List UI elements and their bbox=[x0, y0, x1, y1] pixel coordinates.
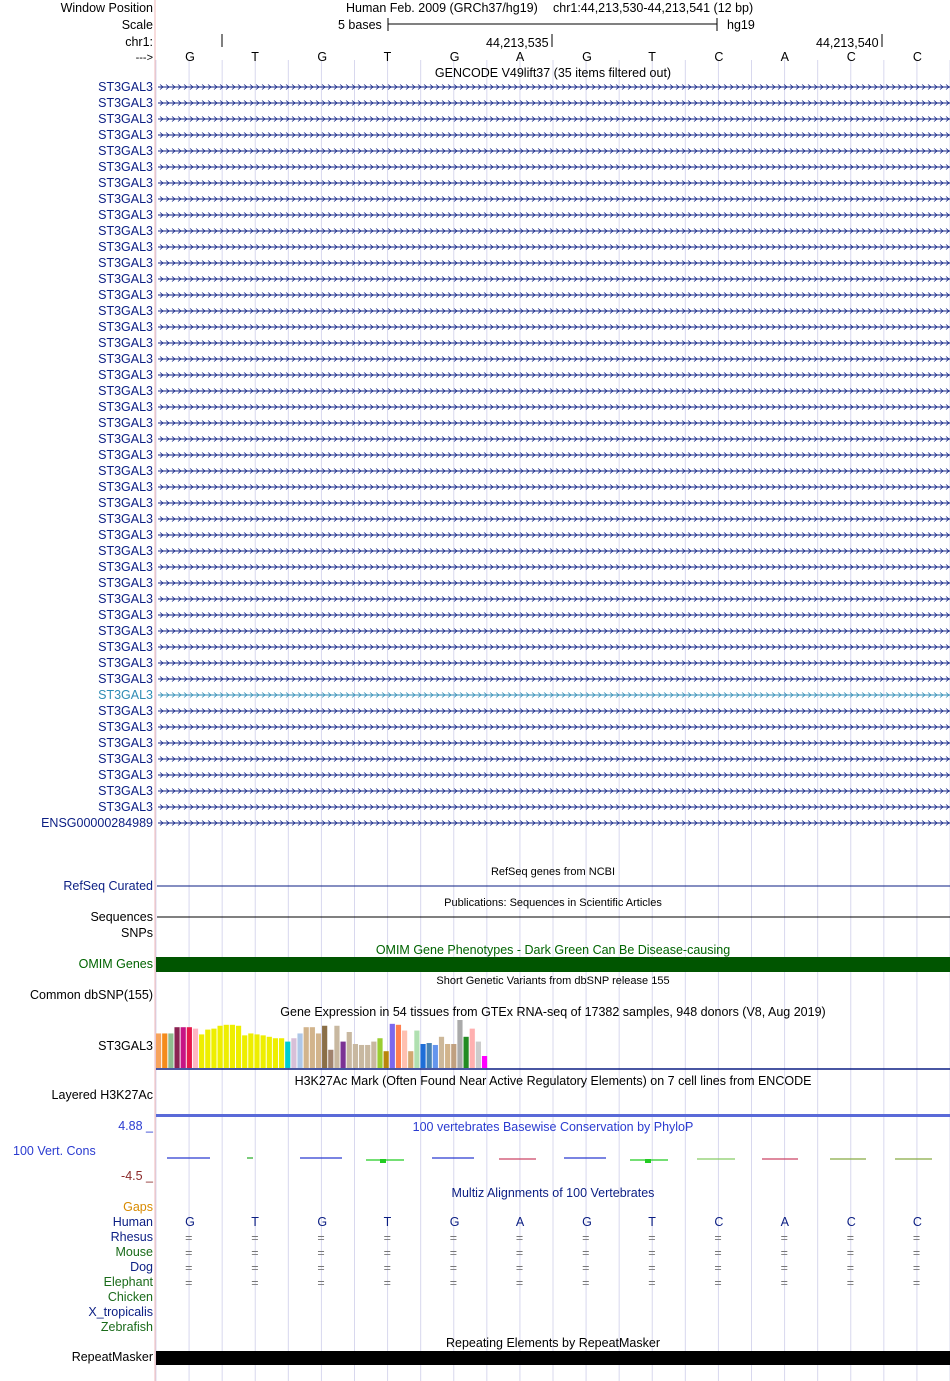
gtex-bar bbox=[285, 1042, 290, 1068]
aligned-base: = bbox=[515, 1246, 524, 1260]
refseq-title[interactable]: RefSeq genes from NCBI bbox=[490, 866, 616, 878]
gene-label[interactable]: ST3GAL3 bbox=[98, 400, 153, 414]
aligned-base: = bbox=[846, 1276, 855, 1290]
base-8: T bbox=[648, 50, 656, 64]
human-base: C bbox=[912, 1215, 922, 1229]
repeat-title[interactable]: Repeating Elements by RepeatMasker bbox=[445, 1336, 660, 1350]
gtex-bar bbox=[199, 1034, 204, 1068]
gene-label[interactable]: ST3GAL3 bbox=[98, 208, 153, 222]
gtex-bar bbox=[316, 1033, 321, 1068]
gtex-bar bbox=[193, 1029, 198, 1068]
base-9: C bbox=[714, 50, 724, 64]
gtex-bar bbox=[334, 1026, 339, 1068]
gtex-bar bbox=[162, 1033, 167, 1068]
aligned-base: = bbox=[648, 1231, 656, 1245]
gene-label[interactable]: ST3GAL3 bbox=[98, 656, 153, 670]
gene-label[interactable]: ST3GAL3 bbox=[98, 672, 153, 686]
gene-label[interactable]: ST3GAL3 bbox=[98, 336, 153, 350]
gtex-bar bbox=[408, 1051, 413, 1068]
gtex-label[interactable]: ST3GAL3 bbox=[98, 1039, 153, 1053]
gene-label[interactable]: ST3GAL3 bbox=[98, 256, 153, 270]
gene-label[interactable]: ST3GAL3 bbox=[98, 624, 153, 638]
phylop-label[interactable]: 100 Vert. Cons bbox=[13, 1144, 96, 1158]
human-base: G bbox=[582, 1215, 592, 1229]
multiz-title[interactable]: Multiz Alignments of 100 Vertebrates bbox=[451, 1186, 655, 1200]
gtex-bar bbox=[205, 1030, 210, 1068]
aligned-base: = bbox=[185, 1276, 193, 1290]
gene-label[interactable]: ST3GAL3 bbox=[98, 528, 153, 542]
gtex-bar bbox=[433, 1045, 438, 1068]
gene-label[interactable]: ST3GAL3 bbox=[98, 496, 153, 510]
gene-label[interactable]: ST3GAL3 bbox=[98, 288, 153, 302]
dbsnp-title[interactable]: Short Genetic Variants from dbSNP release 155 bbox=[436, 975, 670, 987]
aligned-base: = bbox=[515, 1261, 524, 1275]
base-3: G bbox=[317, 50, 328, 64]
coord-tick-2: 44,213,540 bbox=[816, 36, 879, 50]
aligned-base: = bbox=[912, 1246, 921, 1260]
aligned-base: = bbox=[714, 1231, 722, 1245]
gtex-bar bbox=[359, 1045, 364, 1068]
aligned-base: = bbox=[317, 1276, 325, 1290]
gene-label[interactable]: ST3GAL3 bbox=[98, 144, 153, 158]
human-base: G bbox=[449, 1215, 460, 1229]
aligned-base: = bbox=[317, 1261, 325, 1275]
db-name: hg19 bbox=[727, 18, 755, 32]
gene-label[interactable]: ST3GAL3 bbox=[98, 224, 153, 238]
gtex-bar bbox=[304, 1027, 309, 1068]
aligned-base: = bbox=[449, 1246, 458, 1260]
gtex-bar bbox=[211, 1029, 216, 1068]
snps-label[interactable]: SNPs bbox=[121, 926, 153, 940]
gene-label[interactable]: ST3GAL3 bbox=[98, 480, 153, 494]
aligned-base: = bbox=[515, 1276, 524, 1290]
gtex-bar bbox=[310, 1027, 315, 1068]
human-base: C bbox=[846, 1215, 856, 1229]
gene-label[interactable]: ST3GAL3 bbox=[98, 192, 153, 206]
dbsnp-label[interactable]: Common dbSNP(155) bbox=[30, 988, 153, 1002]
scale-label: Scale bbox=[121, 18, 153, 32]
human-base: G bbox=[317, 1215, 328, 1229]
aligned-base: = bbox=[185, 1246, 193, 1260]
aligned-base: = bbox=[582, 1261, 590, 1275]
h3k27-title[interactable]: H3K27Ac Mark (Often Found Near Active Regulatory Elements) on 7 cell lines from ENCODE bbox=[294, 1074, 812, 1088]
base-10: A bbox=[780, 50, 789, 64]
aligned-base: = bbox=[582, 1231, 590, 1245]
aligned-base: = bbox=[846, 1261, 855, 1275]
human-base: T bbox=[383, 1215, 392, 1229]
h3k27-line bbox=[156, 1114, 950, 1117]
aligned-base: = bbox=[317, 1246, 325, 1260]
gene-label[interactable]: ST3GAL3 bbox=[98, 560, 153, 574]
aligned-base: = bbox=[449, 1261, 458, 1275]
aligned-base: = bbox=[780, 1246, 788, 1260]
aligned-base: = bbox=[780, 1231, 788, 1245]
phylop-min: -4.5 _ bbox=[121, 1169, 153, 1183]
species-label-x_tropicalis[interactable]: X_tropicalis bbox=[88, 1305, 153, 1319]
gene-label[interactable]: ST3GAL3 bbox=[98, 272, 153, 286]
gencode-title[interactable]: GENCODE V49lift37 (35 items filtered out) bbox=[434, 66, 672, 80]
h3k27-label[interactable]: Layered H3K27Ac bbox=[51, 1088, 153, 1102]
gene-label[interactable]: ST3GAL3 bbox=[98, 576, 153, 590]
base-5: G bbox=[449, 50, 460, 64]
gtex-bar bbox=[156, 1033, 161, 1068]
aligned-base: = bbox=[185, 1231, 193, 1245]
gene-label[interactable]: ST3GAL3 bbox=[98, 736, 153, 750]
gtex-bar bbox=[279, 1038, 284, 1068]
aligned-base: = bbox=[846, 1246, 855, 1260]
species-label-mouse[interactable]: Mouse bbox=[115, 1245, 153, 1259]
gtex-bar bbox=[297, 1033, 302, 1068]
gtex-bar bbox=[470, 1029, 475, 1068]
gtex-bar bbox=[187, 1027, 192, 1068]
gene-label[interactable]: ST3GAL3 bbox=[98, 800, 153, 814]
human-base: T bbox=[251, 1215, 259, 1229]
sequences-label[interactable]: Sequences bbox=[90, 910, 153, 924]
base-2: T bbox=[251, 50, 259, 64]
phylop-max: 4.88 _ bbox=[118, 1119, 153, 1133]
gtex-bar bbox=[377, 1038, 382, 1068]
gene-label[interactable]: ST3GAL3 bbox=[98, 592, 153, 606]
aligned-base: = bbox=[449, 1231, 458, 1245]
aligned-base: = bbox=[185, 1261, 193, 1275]
gtex-bar bbox=[341, 1042, 346, 1068]
gtex-bar bbox=[254, 1034, 259, 1068]
gtex-bar bbox=[445, 1044, 450, 1068]
human-base: T bbox=[648, 1215, 656, 1229]
gene-label[interactable]: ST3GAL3 bbox=[98, 768, 153, 782]
refseq-label[interactable]: RefSeq Curated bbox=[63, 879, 153, 893]
gtex-bar bbox=[248, 1033, 253, 1068]
gtex-bar bbox=[402, 1031, 407, 1068]
gtex-bar bbox=[439, 1037, 444, 1068]
species-label-human[interactable]: Human bbox=[112, 1215, 153, 1229]
strand-label: ---> bbox=[135, 52, 153, 64]
gtex-bar bbox=[224, 1025, 229, 1068]
repeatmasker-bar bbox=[156, 1351, 950, 1365]
gene-label[interactable]: ST3GAL3 bbox=[98, 176, 153, 190]
human-base: G bbox=[185, 1215, 195, 1229]
aligned-base: = bbox=[251, 1276, 259, 1290]
gtex-bar bbox=[261, 1035, 266, 1068]
gtex-bar bbox=[396, 1025, 401, 1068]
aligned-base: = bbox=[780, 1261, 788, 1275]
aligned-base: = bbox=[383, 1246, 391, 1260]
coord-tick-1: 44,213,535 bbox=[486, 36, 549, 50]
aligned-base: = bbox=[449, 1276, 458, 1290]
gtex-bar bbox=[273, 1038, 278, 1068]
gtex-bar bbox=[218, 1026, 223, 1068]
gene-label[interactable]: ST3GAL3 bbox=[98, 160, 153, 174]
aligned-base: = bbox=[582, 1276, 590, 1290]
human-base: C bbox=[714, 1215, 724, 1229]
gene-label[interactable]: ST3GAL3 bbox=[98, 608, 153, 622]
gene-label[interactable]: ST3GAL3 bbox=[98, 416, 153, 430]
species-label-dog[interactable]: Dog bbox=[130, 1260, 153, 1274]
base-7: G bbox=[582, 50, 592, 64]
gaps-label[interactable]: Gaps bbox=[123, 1200, 153, 1214]
base-1: G bbox=[185, 50, 195, 64]
aligned-base: = bbox=[383, 1276, 391, 1290]
position-readout: chr1:44,213,530-44,213,541 (12 bp) bbox=[553, 1, 754, 15]
gtex-bar bbox=[384, 1051, 389, 1068]
aligned-base: = bbox=[251, 1261, 259, 1275]
human-base: A bbox=[780, 1215, 789, 1229]
aligned-base: = bbox=[912, 1276, 921, 1290]
phylop-title[interactable]: 100 vertebrates Basewise Conservation by PhyloP bbox=[412, 1120, 694, 1134]
gtex-bar bbox=[347, 1032, 352, 1068]
species-label-elephant[interactable]: Elephant bbox=[103, 1275, 153, 1289]
gene-label[interactable]: ST3GAL3 bbox=[98, 96, 153, 110]
gene-label[interactable]: ST3GAL3 bbox=[98, 464, 153, 478]
gtex-bar bbox=[230, 1025, 235, 1068]
base-4: T bbox=[383, 50, 392, 64]
aligned-base: = bbox=[383, 1261, 391, 1275]
gtex-bar bbox=[476, 1042, 481, 1068]
omim-bar bbox=[156, 957, 950, 972]
repeat-label[interactable]: RepeatMasker bbox=[71, 1350, 153, 1364]
gtex-bar bbox=[328, 1050, 333, 1068]
scale-text: 5 bases bbox=[338, 18, 382, 32]
gene-label[interactable]: ST3GAL3 bbox=[98, 320, 153, 334]
aligned-base: = bbox=[383, 1231, 391, 1245]
gtex-bar bbox=[353, 1044, 358, 1068]
gtex-bar bbox=[181, 1027, 186, 1068]
gene-label[interactable]: ST3GAL3 bbox=[98, 640, 153, 654]
omim-label[interactable]: OMIM Genes bbox=[78, 957, 153, 971]
species-label-zebrafish[interactable]: Zebrafish bbox=[100, 1320, 153, 1334]
phylop-mark bbox=[380, 1159, 386, 1163]
gene-label[interactable]: ST3GAL3 bbox=[98, 240, 153, 254]
aligned-base: = bbox=[648, 1261, 656, 1275]
aligned-base: = bbox=[648, 1246, 656, 1260]
gene-label[interactable]: ST3GAL3 bbox=[98, 704, 153, 718]
gene-label[interactable]: ST3GAL3 bbox=[98, 384, 153, 398]
aligned-base: = bbox=[317, 1231, 325, 1245]
gtex-bar bbox=[371, 1042, 376, 1068]
gtex-bar bbox=[482, 1056, 487, 1068]
gtex-bar bbox=[242, 1035, 247, 1068]
gene-label[interactable]: ST3GAL3 bbox=[98, 752, 153, 766]
gtex-bar bbox=[464, 1037, 469, 1068]
gene-label[interactable]: ST3GAL3 bbox=[98, 80, 153, 94]
gtex-bar bbox=[365, 1045, 370, 1068]
aligned-base: = bbox=[912, 1261, 921, 1275]
aligned-base: = bbox=[648, 1276, 656, 1290]
aligned-base: = bbox=[780, 1276, 788, 1290]
gene-label[interactable]: ST3GAL3 bbox=[98, 432, 153, 446]
gene-label-ensg[interactable]: ENSG00000284989 bbox=[41, 816, 153, 830]
gtex-title[interactable]: Gene Expression in 54 tissues from GTEx RNA-seq of 17382 samples, 948 donors (V8, Aug 2019) bbox=[280, 1005, 826, 1019]
phylop-mark bbox=[645, 1159, 651, 1163]
gtex-bar bbox=[390, 1024, 395, 1068]
chrom-label: chr1: bbox=[125, 35, 153, 49]
base-11: C bbox=[846, 50, 856, 64]
window-position-label: Window Position bbox=[60, 1, 153, 15]
gtex-bar bbox=[420, 1044, 425, 1068]
gene-label[interactable]: ST3GAL3 bbox=[98, 128, 153, 142]
gtex-bar bbox=[414, 1031, 419, 1068]
assembly-name: Human Feb. 2009 (GRCh37/hg19) bbox=[346, 1, 538, 15]
human-base: A bbox=[515, 1215, 525, 1229]
gtex-bar bbox=[174, 1027, 179, 1068]
aligned-base: = bbox=[714, 1276, 722, 1290]
base-12: C bbox=[912, 50, 922, 64]
gene-label[interactable]: ST3GAL3 bbox=[98, 688, 153, 702]
omim-title[interactable]: OMIM Gene Phenotypes - Dark Green Can Be Disease-causing bbox=[375, 943, 731, 957]
aligned-base: = bbox=[251, 1231, 259, 1245]
gene-label[interactable]: ST3GAL3 bbox=[98, 448, 153, 462]
gtex-bar bbox=[427, 1043, 432, 1068]
aligned-base: = bbox=[515, 1231, 524, 1245]
aligned-base: = bbox=[846, 1231, 855, 1245]
species-label-chicken[interactable]: Chicken bbox=[107, 1290, 153, 1304]
gtex-bar bbox=[168, 1033, 173, 1068]
gene-label[interactable]: ST3GAL3 bbox=[98, 368, 153, 382]
gtex-bar bbox=[291, 1038, 296, 1068]
gtex-bar bbox=[451, 1044, 456, 1068]
base-6: A bbox=[515, 50, 525, 64]
gene-label[interactable]: ST3GAL3 bbox=[98, 720, 153, 734]
species-label-rhesus[interactable]: Rhesus bbox=[110, 1230, 153, 1244]
aligned-base: = bbox=[912, 1231, 921, 1245]
gtex-bar bbox=[322, 1026, 327, 1068]
gene-label[interactable]: ST3GAL3 bbox=[98, 544, 153, 558]
aligned-base: = bbox=[582, 1246, 590, 1260]
gene-label[interactable]: ST3GAL3 bbox=[98, 784, 153, 798]
gene-label[interactable]: ST3GAL3 bbox=[98, 352, 153, 366]
gene-label[interactable]: ST3GAL3 bbox=[98, 512, 153, 526]
gtex-bar bbox=[267, 1037, 272, 1068]
gtex-bar bbox=[236, 1026, 241, 1068]
pubs-title[interactable]: Publications: Sequences in Scientific Articles bbox=[444, 897, 662, 909]
aligned-base: = bbox=[714, 1261, 722, 1275]
gtex-bar bbox=[457, 1020, 462, 1068]
aligned-base: = bbox=[251, 1246, 259, 1260]
gene-label[interactable]: ST3GAL3 bbox=[98, 304, 153, 318]
gene-label[interactable]: ST3GAL3 bbox=[98, 112, 153, 126]
aligned-base: = bbox=[714, 1246, 722, 1260]
